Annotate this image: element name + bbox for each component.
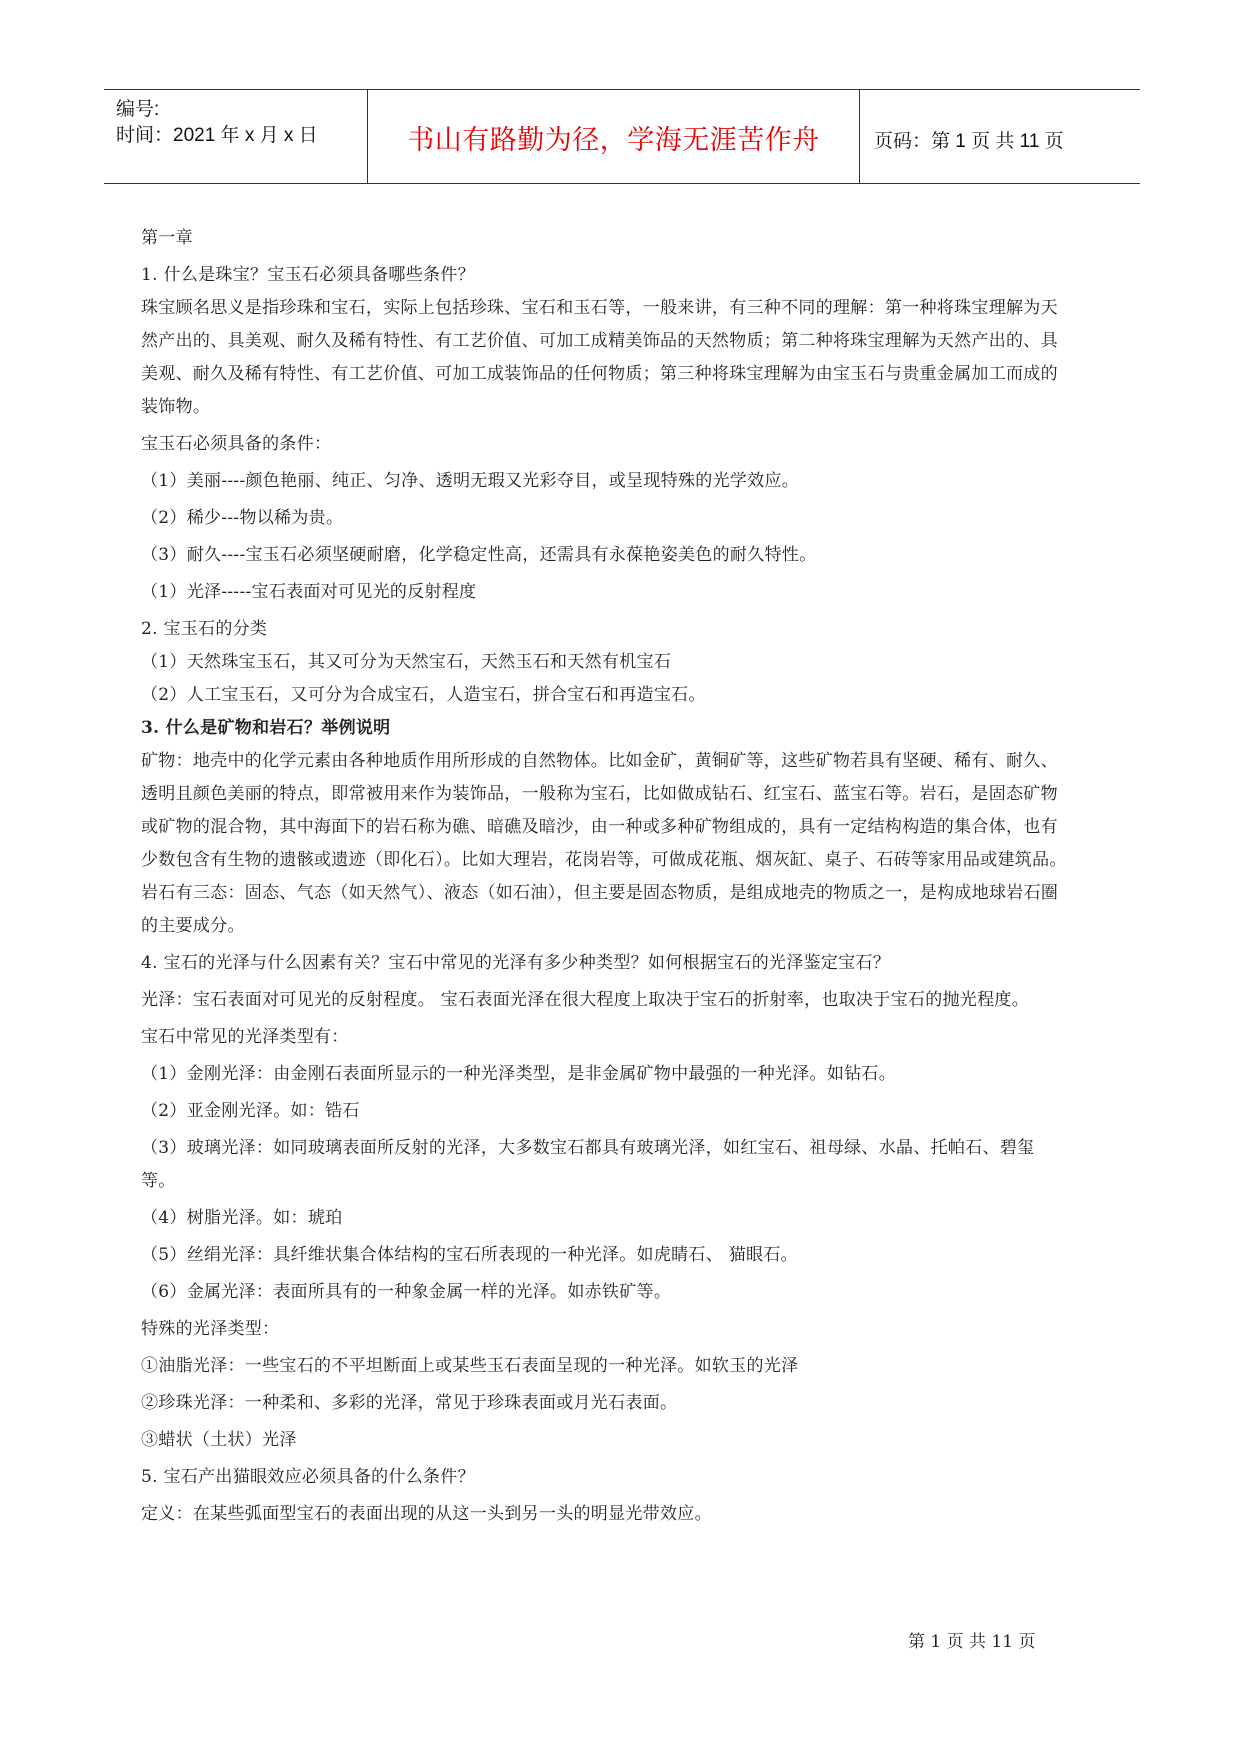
body-line: 定义：在某些弧面型宝石的表面出现的从这一头到另一头的明显光带效应。 (141, 1504, 712, 1524)
body-paragraph: 光泽：宝石表面对可见光的反射程度。 宝石表面光泽在很大程度上取决于宝石的折射率，也取决于宝石的抛光程度。 (141, 990, 1030, 1010)
body-line: （1）金刚光泽：由金刚石表面所显示的一种光泽类型，是非金属矿物中最强的一种光泽。如钻石。 (141, 1064, 897, 1084)
body-line: （5）丝绢光泽：具纤维状集合体结构的宝石所表现的一种光泽。如虎睛石、 猫眼石。 (141, 1245, 798, 1265)
body-line: （2）稀少---物以稀为贵。 (141, 508, 344, 528)
body-paragraph: 珠宝顾名思义是指珍珠和宝石，实际上包括珍珠、宝石和玉石等，一般来讲，有三种不同的理解：第一种将珠宝理解为天然产出的、具美观、耐久及稀有特性、有工艺价值、可加工成精美饰品的天然物质；第二种将珠宝理解为天然产出的、具美观、耐久及稀有特性、有工艺价值、可加工成装饰品的任何物质；第三种将珠宝理解为由宝玉石与贵重金属加工而成的装饰物。 (141, 298, 1058, 417)
body-line: （2）人工宝玉石，又可分为合成宝石，人造宝石，拼合宝石和再造宝石。 (141, 685, 706, 705)
page-footer: 第 1 页 共 11 页 (908, 1632, 1036, 1652)
body-line: ②珍珠光泽：一种柔和、多彩的光泽，常见于珍珠表面或月光石表面。 (141, 1393, 678, 1413)
body-line: （6）金属光泽：表面所具有的一种象金属一样的光泽。如赤铁矿等。 (141, 1282, 672, 1302)
body-line: 特殊的光泽类型： (141, 1319, 280, 1339)
document-time-label: 时间：2021 年 x 月 x 日 (116, 125, 318, 146)
body-paragraph: 矿物：地壳中的化学元素由各种地质作用所形成的自然物体。比如金矿，黄铜矿等，这些矿物若具有坚硬、稀有、耐久、透明且颜色美丽的特点，即常被用来作为装饰品，一般称为宝石，比如做成钻石、红宝石、蓝宝石等。岩石，是固态矿物或矿物的混合物，其中海面下的岩石称为礁、暗礁及暗沙，由一种或多种矿物组成的，具有一定结构构造的集合体，也有少数包含有生物的遗骸或遗迹（即化石）。比如大理岩，花岗岩等，可做成花瓶、烟灰缸、桌子、石砖等家用品或建筑品。 岩石有三态：固态、气态（如天然气）、液态（如石油），但主要是固态物质，是组成地壳的物质之一，是构成地球岩石圈的主要成分。 (141, 751, 1067, 936)
body-line: 宝玉石必须具备的条件： (141, 434, 332, 454)
body-paragraph: （3）玻璃光泽：如同玻璃表面所反射的光泽，大多数宝石都具有玻璃光泽，如红宝石、祖母绿、水晶、托帕石、碧玺等。 (141, 1138, 1035, 1191)
body-line: 宝石中常见的光泽类型有： (141, 1027, 349, 1047)
document-number-label: 编号: (116, 99, 160, 120)
body-line: （3）耐久----宝玉石必须坚硬耐磨，化学稳定性高，还需具有永葆艳姿美色的耐久特性。 (141, 545, 817, 565)
document-body (141, 222, 1067, 1531)
body-line: 4. 宝石的光泽与什么因素有关？宝石中常见的光泽有多少种类型？如何根据宝石的光泽鉴定宝石？ (141, 953, 891, 973)
body-line: 第一章 (141, 228, 193, 248)
body-line: 1. 什么是珠宝？宝玉石必须具备哪些条件？ (141, 265, 475, 285)
header-page-cell (860, 90, 1140, 183)
body-line: （4）树脂光泽。如：琥珀 (141, 1208, 343, 1228)
body-line: ③蜡状（土状）光泽 (141, 1430, 297, 1450)
body-line: （1）天然珠宝玉石，其又可分为天然宝石，天然玉石和天然有机宝石 (141, 652, 672, 672)
header-meta-cell (104, 90, 368, 183)
body-line: 2. 宝玉石的分类 (141, 619, 268, 639)
body-line: ①油脂光泽：一些宝石的不平坦断面上或某些玉石表面呈现的一种光泽。如软玉的光泽 (141, 1356, 799, 1376)
body-line: 3. 什么是矿物和岩石？举例说明 (141, 718, 391, 738)
body-line: （1）美丽----颜色艳丽、纯正、匀净、透明无瑕又光彩夺目，或呈现特殊的光学效应。 (141, 471, 800, 491)
motto-title: 书山有路勤为径，学海无涯苦作舟 (407, 125, 820, 156)
body-line: 5. 宝石产出猫眼效应必须具备的什么条件？ (141, 1467, 475, 1487)
header-motto-cell (368, 90, 860, 183)
document-header (104, 89, 1140, 184)
page-code-label: 页码：第 1 页 共 11 页 (874, 131, 1064, 152)
body-line: （2）亚金刚光泽。如：锆石 (141, 1101, 360, 1121)
body-line: （1）光泽-----宝石表面对可见光的反射程度 (141, 582, 477, 602)
